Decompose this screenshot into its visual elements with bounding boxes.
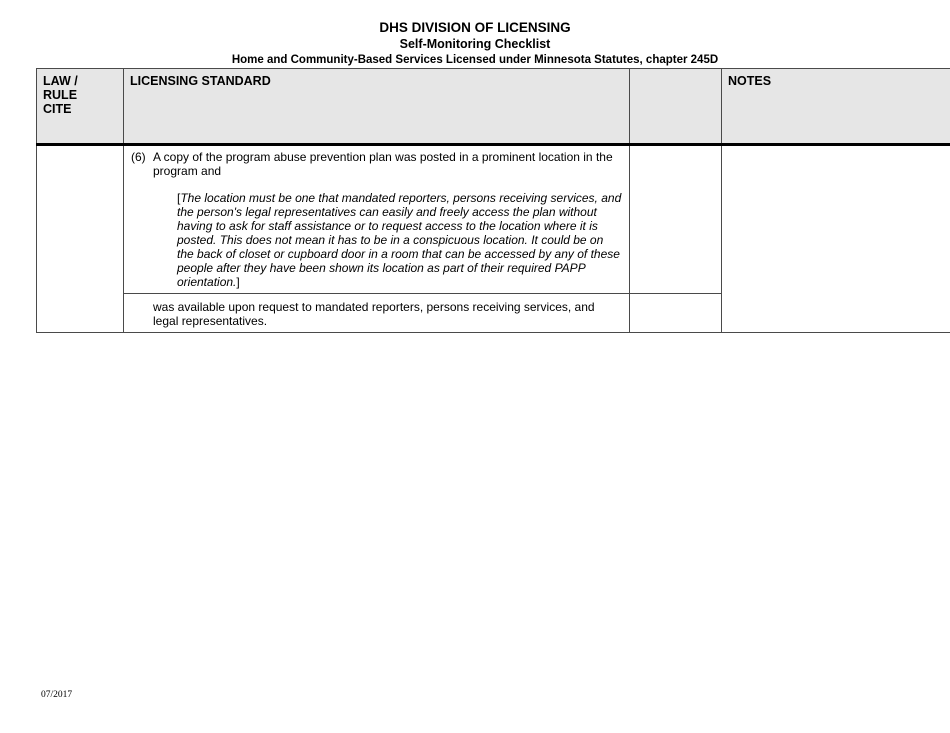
checklist-table	[36, 68, 950, 333]
guidance-text: The location must be one that mandated reporters, persons receiving services, and the person's legal representatives can easily and freely access the plan without having to ask for staff assistance or to request access to the location where it is posted. This does not mean it has to be in a conspicuous location. It could be on the back of closet or cupboard door in a room that can be accessed by any of these people after they have been shown its location as part of their required PAPP orientation.	[177, 191, 622, 289]
document-scope: Home and Community-Based Services Licensed under Minnesota Statutes, chapter 245D	[231, 54, 719, 66]
bracket-open: [	[177, 191, 181, 205]
standard-item	[131, 150, 623, 178]
column-header-standard: LICENSING STANDARD	[124, 69, 630, 145]
bracket-close: ]	[236, 275, 240, 289]
item-continuation-text: was available upon request to mandated reporters, persons receiving services, and legal representatives.	[153, 300, 595, 328]
standard-cell	[124, 145, 630, 294]
document-subtitle: Self-Monitoring Checklist	[399, 37, 551, 51]
column-header-notes: NOTES	[722, 69, 950, 145]
check-cell[interactable]	[630, 294, 722, 333]
revision-date: 07/2017	[41, 690, 73, 700]
column-header-check	[630, 69, 722, 145]
table-row	[37, 145, 950, 294]
item-text: A copy of the program abuse prevention plan was posted in a prominent location in the program and	[153, 150, 613, 178]
standard-cell	[124, 294, 630, 333]
notes-cell[interactable]	[722, 145, 950, 333]
column-header-cite: LAW / RULE CITE	[37, 69, 124, 145]
table-header-row	[37, 69, 950, 145]
document-title: DHS DIVISION OF LICENSING	[379, 20, 571, 35]
cite-cell	[37, 145, 124, 333]
item-number: (6)	[131, 150, 146, 164]
standard-guidance-note	[177, 191, 623, 289]
check-cell[interactable]	[630, 145, 722, 294]
